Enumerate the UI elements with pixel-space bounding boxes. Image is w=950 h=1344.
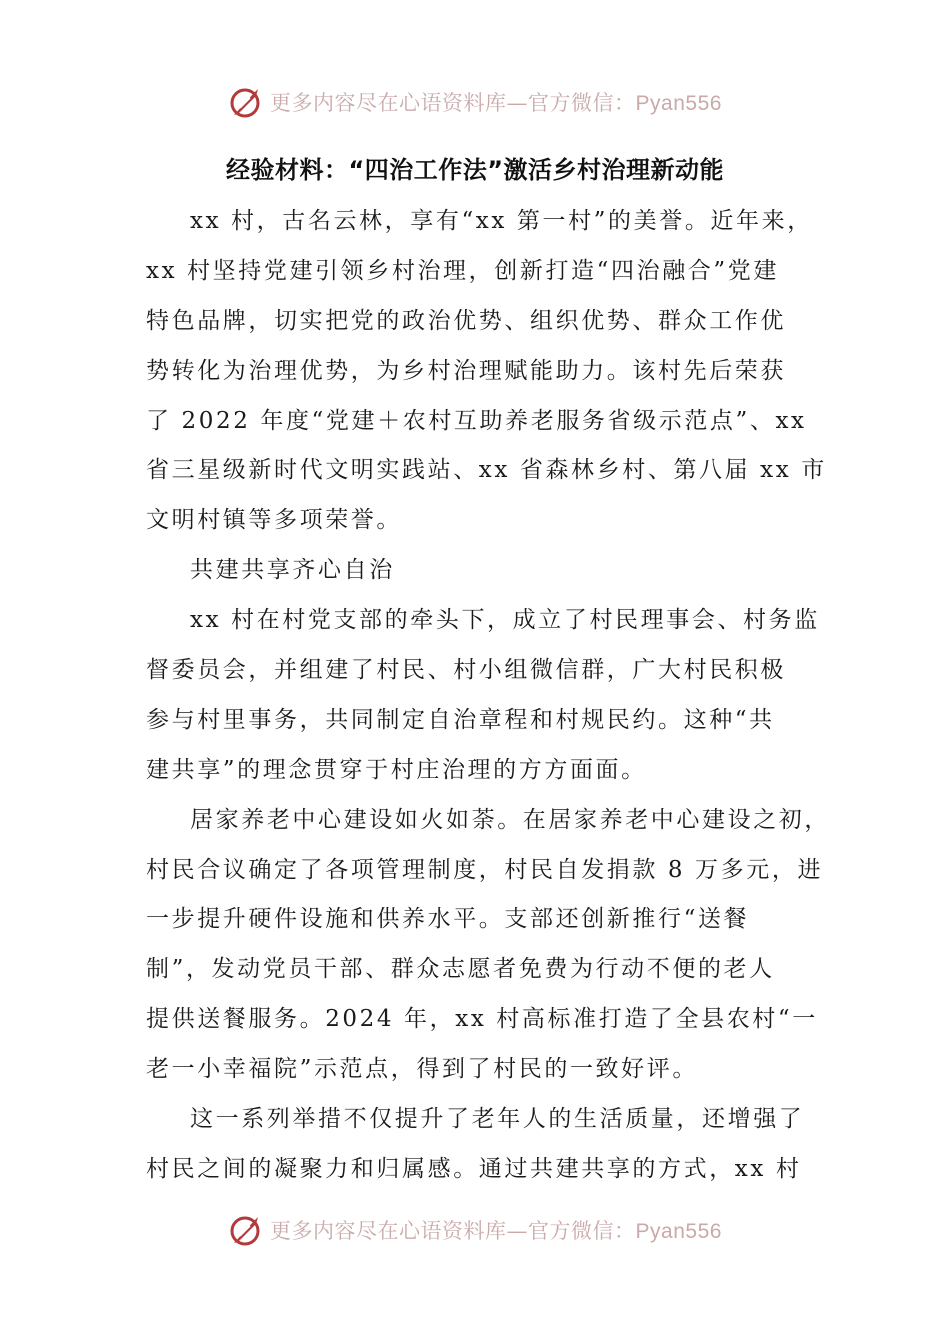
- text-line: 村民之间的凝聚力和归属感。通过共建共享的方式，xx 村: [146, 1155, 802, 1182]
- text-line: 建共享”的理念贯穿于村庄治理的方方面面。: [146, 756, 647, 783]
- text-line: 居家养老中心建设如火如荼。在居家养老中心建设之初，: [190, 806, 830, 833]
- text-line: 一步提升硬件设施和供养水平。支部还创新推行“送餐: [146, 906, 750, 933]
- section-heading: 共建共享齐心自治: [190, 557, 395, 584]
- text-line: 省三星级新时代文明实践站、xx 省森林乡村、第八届 xx 市: [146, 457, 827, 484]
- text-line: 提供送餐服务。2024 年，xx 村高标准打造了全县农村“一: [146, 1006, 818, 1033]
- text-line: 参与村里事务，共同制定自治章程和村规民约。这种“共: [146, 706, 775, 733]
- text-line: xx 村，古名云林，享有“xx 第一村”的美誉。近年来，: [190, 208, 813, 234]
- pen-quill-logo-icon: [228, 84, 264, 120]
- text-line: 老一小幸福院”示范点，得到了村民的一致好评。: [146, 1056, 698, 1083]
- text-line: 了 2022 年度“党建＋农村互助养老服务省级示范点”、xx: [146, 407, 807, 434]
- header-watermark-banner: [0, 82, 950, 122]
- text-line: 特色品牌，切实把党的政治优势、组织优势、群众工作优: [146, 307, 786, 334]
- text-line: 势转化为治理优势，为乡村治理赋能助力。该村先后荣获: [146, 357, 786, 384]
- text-line: 制”，发动党员干部、群众志愿者免费为行动不便的老人: [146, 956, 775, 983]
- pen-quill-logo-icon: [228, 1212, 264, 1248]
- footer-watermark-banner: [0, 1210, 950, 1250]
- text-line: 这一系列举措不仅提升了老年人的生活质量，还增强了: [190, 1106, 805, 1133]
- text-line: xx 村坚持党建引领乡村治理，创新打造“四治融合”党建: [146, 257, 779, 284]
- document-title: 经验材料：“四治工作法”激活乡村治理新动能: [225, 156, 725, 184]
- text-line: 文明村镇等多项荣誉。: [146, 507, 402, 534]
- document-body: [146, 197, 830, 1195]
- text-line: xx 村在村党支部的牵头下，成立了村民理事会、村务监: [190, 607, 820, 634]
- watermark-text: 更多内容尽在心语资料库—官方微信：Pyan556: [270, 91, 722, 115]
- text-line: 村民合议确定了各项管理制度，村民自发捐款 8 万多元，进: [146, 856, 824, 883]
- text-line: 督委员会，并组建了村民、村小组微信群，广大村民积极: [146, 657, 786, 684]
- watermark-text: 更多内容尽在心语资料库—官方微信：Pyan556: [270, 1219, 722, 1243]
